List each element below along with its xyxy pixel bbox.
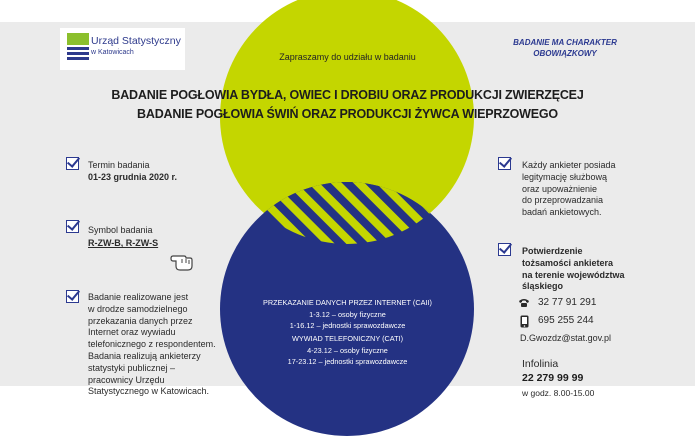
logo-mark-icon xyxy=(67,33,89,63)
desc-line: Internet oraz wywiadu xyxy=(88,327,176,338)
checkbox-icon xyxy=(66,290,79,303)
desc-line: pracownicy Urzędu xyxy=(88,374,165,385)
interviewer-info xyxy=(522,160,616,219)
invite-text: Zapraszamy do udziału w badaniu xyxy=(279,52,416,62)
phone-number[interactable]: 32 77 91 291 xyxy=(538,297,597,308)
phone-icon xyxy=(518,298,530,308)
pointing-hand-icon xyxy=(170,246,196,272)
desc-line: Badanie realizowane jest xyxy=(88,292,189,302)
poster-panel xyxy=(0,22,695,398)
desc-line: w drodze samodzielnego xyxy=(88,303,188,314)
confirm-line: na terenie województwa xyxy=(522,269,625,280)
symbol-label: Symbol badania xyxy=(88,225,153,235)
checkbox-icon xyxy=(498,243,511,256)
term-value: 01-23 grudnia 2020 r. xyxy=(88,172,178,182)
interviewer-line: badań ankietowych. xyxy=(522,207,602,218)
internet-line2: 1-16.12 – jednostki sprawozdawcze xyxy=(289,321,406,330)
interviewer-line: legitymację służbową xyxy=(522,171,608,182)
infolinia-hours: w godz. 8.00-15.00 xyxy=(522,388,595,398)
confirmation-heading xyxy=(522,246,625,293)
confirm-line: tożsamości ankietera xyxy=(522,257,614,268)
symbol-value: R-ZW-B, R-ZW-S xyxy=(88,238,159,248)
term-label: Termin badania xyxy=(88,160,150,170)
checkbox-icon xyxy=(66,157,79,170)
checkbox-icon xyxy=(66,220,79,233)
infolinia-label: Infolinia xyxy=(522,358,559,370)
method-description xyxy=(88,292,216,398)
checkbox-icon xyxy=(498,157,511,170)
email-link[interactable]: D.Gwozdz@stat.gov.pl xyxy=(520,333,612,343)
phone-line2: 17-23.12 – jednostki sprawozdawcze xyxy=(287,357,408,366)
internet-line1: 1-3.12 – osoby fizyczne xyxy=(309,310,386,319)
phone-line1: 4-23.12 – osoby fizyczne xyxy=(307,346,388,355)
desc-line: telefonicznego z respondentem. xyxy=(88,339,216,350)
mandatory-line2: OBOWIĄZKOWY xyxy=(533,49,597,58)
confirm-line: Potwierdzenie xyxy=(522,246,583,256)
desc-line: statystyki publicznej – xyxy=(88,362,176,373)
mandatory-line1: BADANIE MA CHARAKTER xyxy=(513,38,617,47)
infolinia-number[interactable]: 22 279 99 99 xyxy=(522,372,584,384)
desc-line: Statystycznego w Katowicach. xyxy=(88,386,210,397)
title-line1: BADANIE POGŁOWIA BYDŁA, OWIEC I DROBIU ORAZ PRODUKCJI ZWIERZĘCEJ xyxy=(111,88,584,102)
interviewer-line: oraz upoważnienie xyxy=(522,183,598,194)
logo[interactable] xyxy=(60,28,185,70)
phone-heading: WYWIAD TELEFONICZNY (CATI) xyxy=(291,334,404,343)
mandatory-notice xyxy=(500,37,630,59)
desc-line: przekazania danych przez xyxy=(88,315,193,326)
logo-city: w Katowicach xyxy=(91,49,134,56)
logo-name: Urząd Statystyczny xyxy=(91,35,181,47)
mobile-number[interactable]: 695 255 244 xyxy=(538,315,594,326)
confirm-line: śląskiego xyxy=(522,281,564,292)
desc-line: Badania realizują ankieterzy xyxy=(88,350,201,361)
internet-heading: PRZEKAZANIE DANYCH PRZEZ INTERNET (CAII) xyxy=(263,298,432,307)
mobile-phone-icon xyxy=(520,315,529,328)
interviewer-line: Każdy ankieter posiada xyxy=(522,160,616,170)
interviewer-line: do przeprowadzania xyxy=(522,195,604,206)
title-line2: BADANIE POGŁOWIA ŚWIŃ ORAZ PRODUKCJI ŻYWCA WIEPRZOWEGO xyxy=(137,107,558,121)
